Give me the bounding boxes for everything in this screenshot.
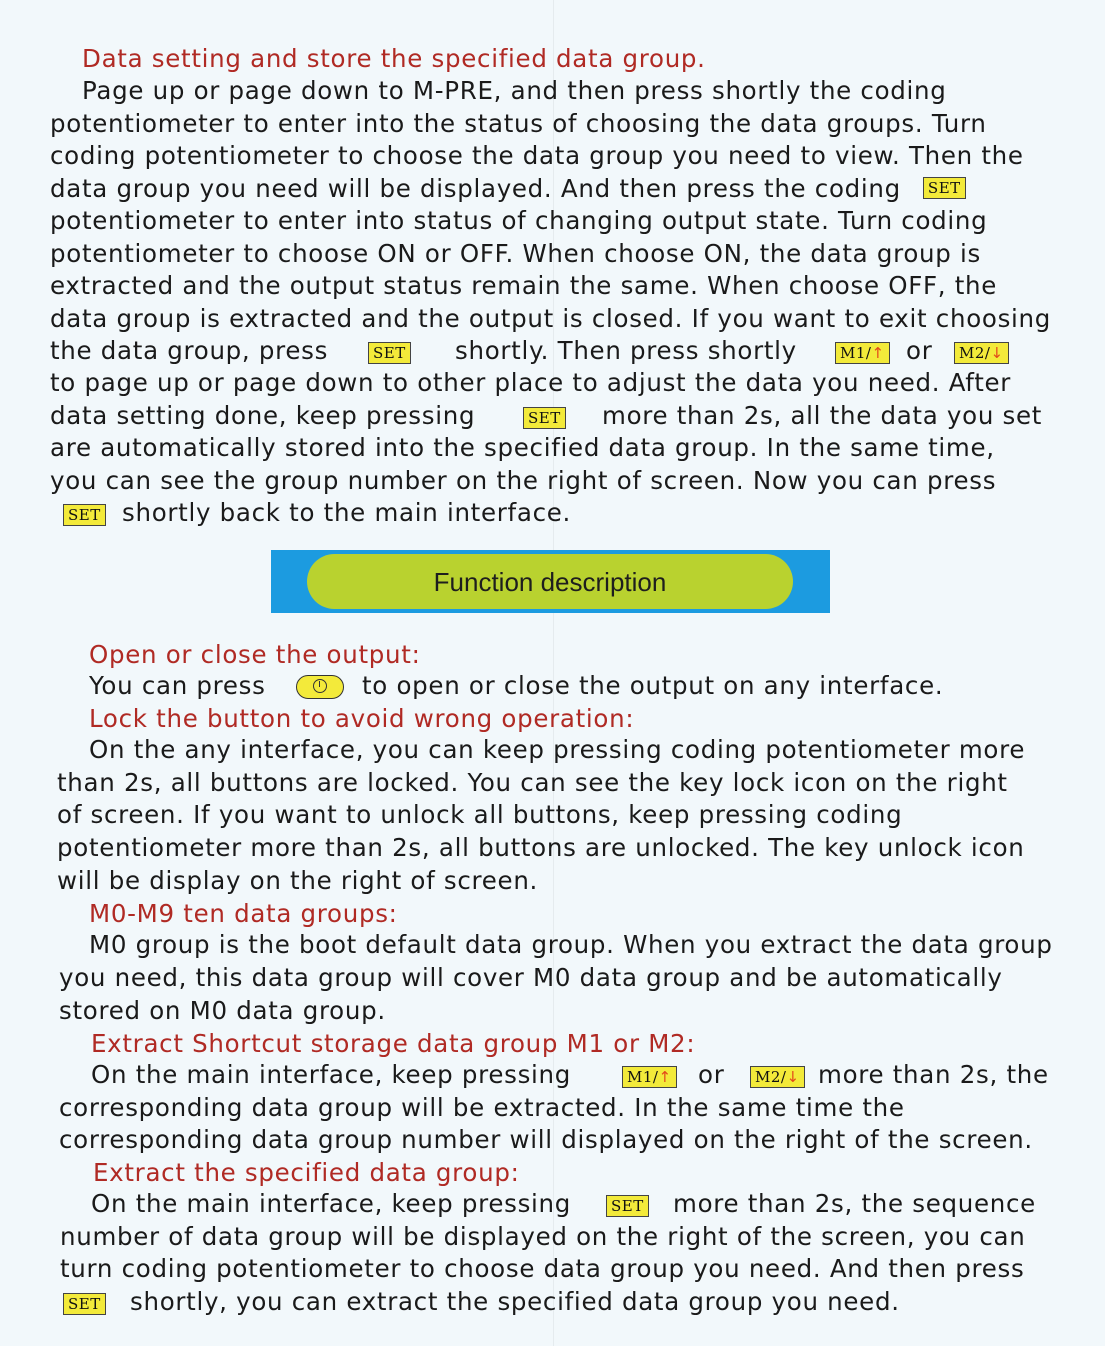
banner-title: Function description [433,567,667,597]
text-line: potentiometer to enter into status of changing output state. Turn coding [50,206,988,235]
text-line: turn coding potentiometer to choose data group you need. And then press [60,1254,1025,1283]
text-segment: or [698,1060,725,1089]
up-arrow-icon: ↑ [658,1068,672,1086]
text-line [50,174,966,204]
text-line: corresponding data group will be extracted. In the same time the [59,1093,905,1122]
text-segment: On the main interface, keep pressing [91,1060,572,1089]
text-line: potentiometer to choose ON or OFF. When choose ON, the data group is [50,239,981,268]
m1-up-key-icon [835,342,890,364]
text-segment: shortly. Then press shortly [455,336,797,365]
heading-m0-m9: M0-M9 ten data groups: [89,899,398,928]
banner-pill [307,554,793,609]
text-segment: more than 2s, all the data you set [602,401,1043,430]
text-line: you can see the group number on the right of screen. Now you can press [50,466,997,495]
text-segment: more than 2s, the sequence [673,1189,1036,1218]
down-arrow-icon: ↓ [990,344,1004,362]
set-key-icon: SET [523,407,566,429]
text-line: of screen. If you want to unlock all buttons, keep pressing coding [57,800,903,829]
text-line: extracted and the output status remain the same. When choose OFF, the [50,271,998,300]
heading-lock: Lock the button to avoid wrong operation: [89,704,635,733]
text-segment: You can press [89,671,266,700]
text-line: are automatically stored into the specified data group. In the same time, [50,433,995,462]
text-line: Page up or page down to M-PRE, and then press shortly the coding [82,76,947,105]
heading-data-setting: Data setting and store the specified data group. [82,44,706,73]
set-key-icon: SET [368,342,411,364]
text-line: On the any interface, you can keep pressing coding potentiometer more [89,735,1026,764]
set-key-icon: SET [63,1293,106,1315]
text-segment: more than 2s, the [818,1060,1049,1089]
m2-down-key-icon [750,1066,805,1088]
m2-down-key-icon [954,342,1009,364]
text-segment: shortly back to the main interface. [122,498,572,527]
power-ring [313,679,327,693]
function-description-banner [271,550,830,613]
text-segment: On the main interface, keep pressing [91,1189,572,1218]
text-line: potentiometer to enter into the status of choosing the data groups. Turn [50,109,987,138]
heading-shortcut: Extract Shortcut storage data group M1 or M2: [91,1029,696,1058]
set-key-icon: SET [923,177,966,199]
down-arrow-icon: ↓ [786,1068,800,1086]
key-label: M2/ [755,1068,787,1086]
text-line: number of data group will be displayed on the right of the screen, you can [60,1222,1026,1251]
text-segment: to open or close the output on any interface. [362,671,944,700]
key-label: M1/ [627,1068,659,1086]
text-line: than 2s, all buttons are locked. You can see the key lock icon on the right [57,768,1008,797]
text-line [50,336,328,366]
heading-open-close: Open or close the output: [89,640,421,669]
heading-specified: Extract the specified data group: [93,1158,520,1187]
text-line: will be display on the right of screen. [57,866,539,895]
text-line: M0 group is the boot default data group. When you extract the data group [89,930,1053,959]
power-button-icon [296,675,344,699]
set-key-icon: SET [606,1195,649,1217]
text-segment: the data group, press [50,336,329,365]
up-arrow-icon: ↑ [871,344,885,362]
text-segment: or [906,336,933,365]
text-line: corresponding data group number will displayed on the right of the screen. [59,1125,1033,1154]
text-line: coding potentiometer to choose the data group you need to view. Then the [50,141,1024,170]
key-label: M1/ [840,344,872,362]
text-segment: data group you need will be displayed. And then press the coding [50,174,901,203]
set-key-icon: SET [63,504,106,526]
m1-up-key-icon [622,1066,677,1088]
text-segment: shortly, you can extract the specified data group you need. [130,1287,900,1316]
text-line: data group is extracted and the output is closed. If you want to exit choosing [50,304,1052,333]
text-line: you need, this data group will cover M0 data group and be automatically [59,963,1003,992]
text-line: stored on M0 data group. [59,996,386,1025]
text-line: potentiometer more than 2s, all buttons are unlocked. The key unlock icon [57,833,1025,862]
key-label: M2/ [959,344,991,362]
text-line: to page up or page down to other place to adjust the data you need. After [50,368,1012,397]
text-segment: data setting done, keep pressing [50,401,476,430]
